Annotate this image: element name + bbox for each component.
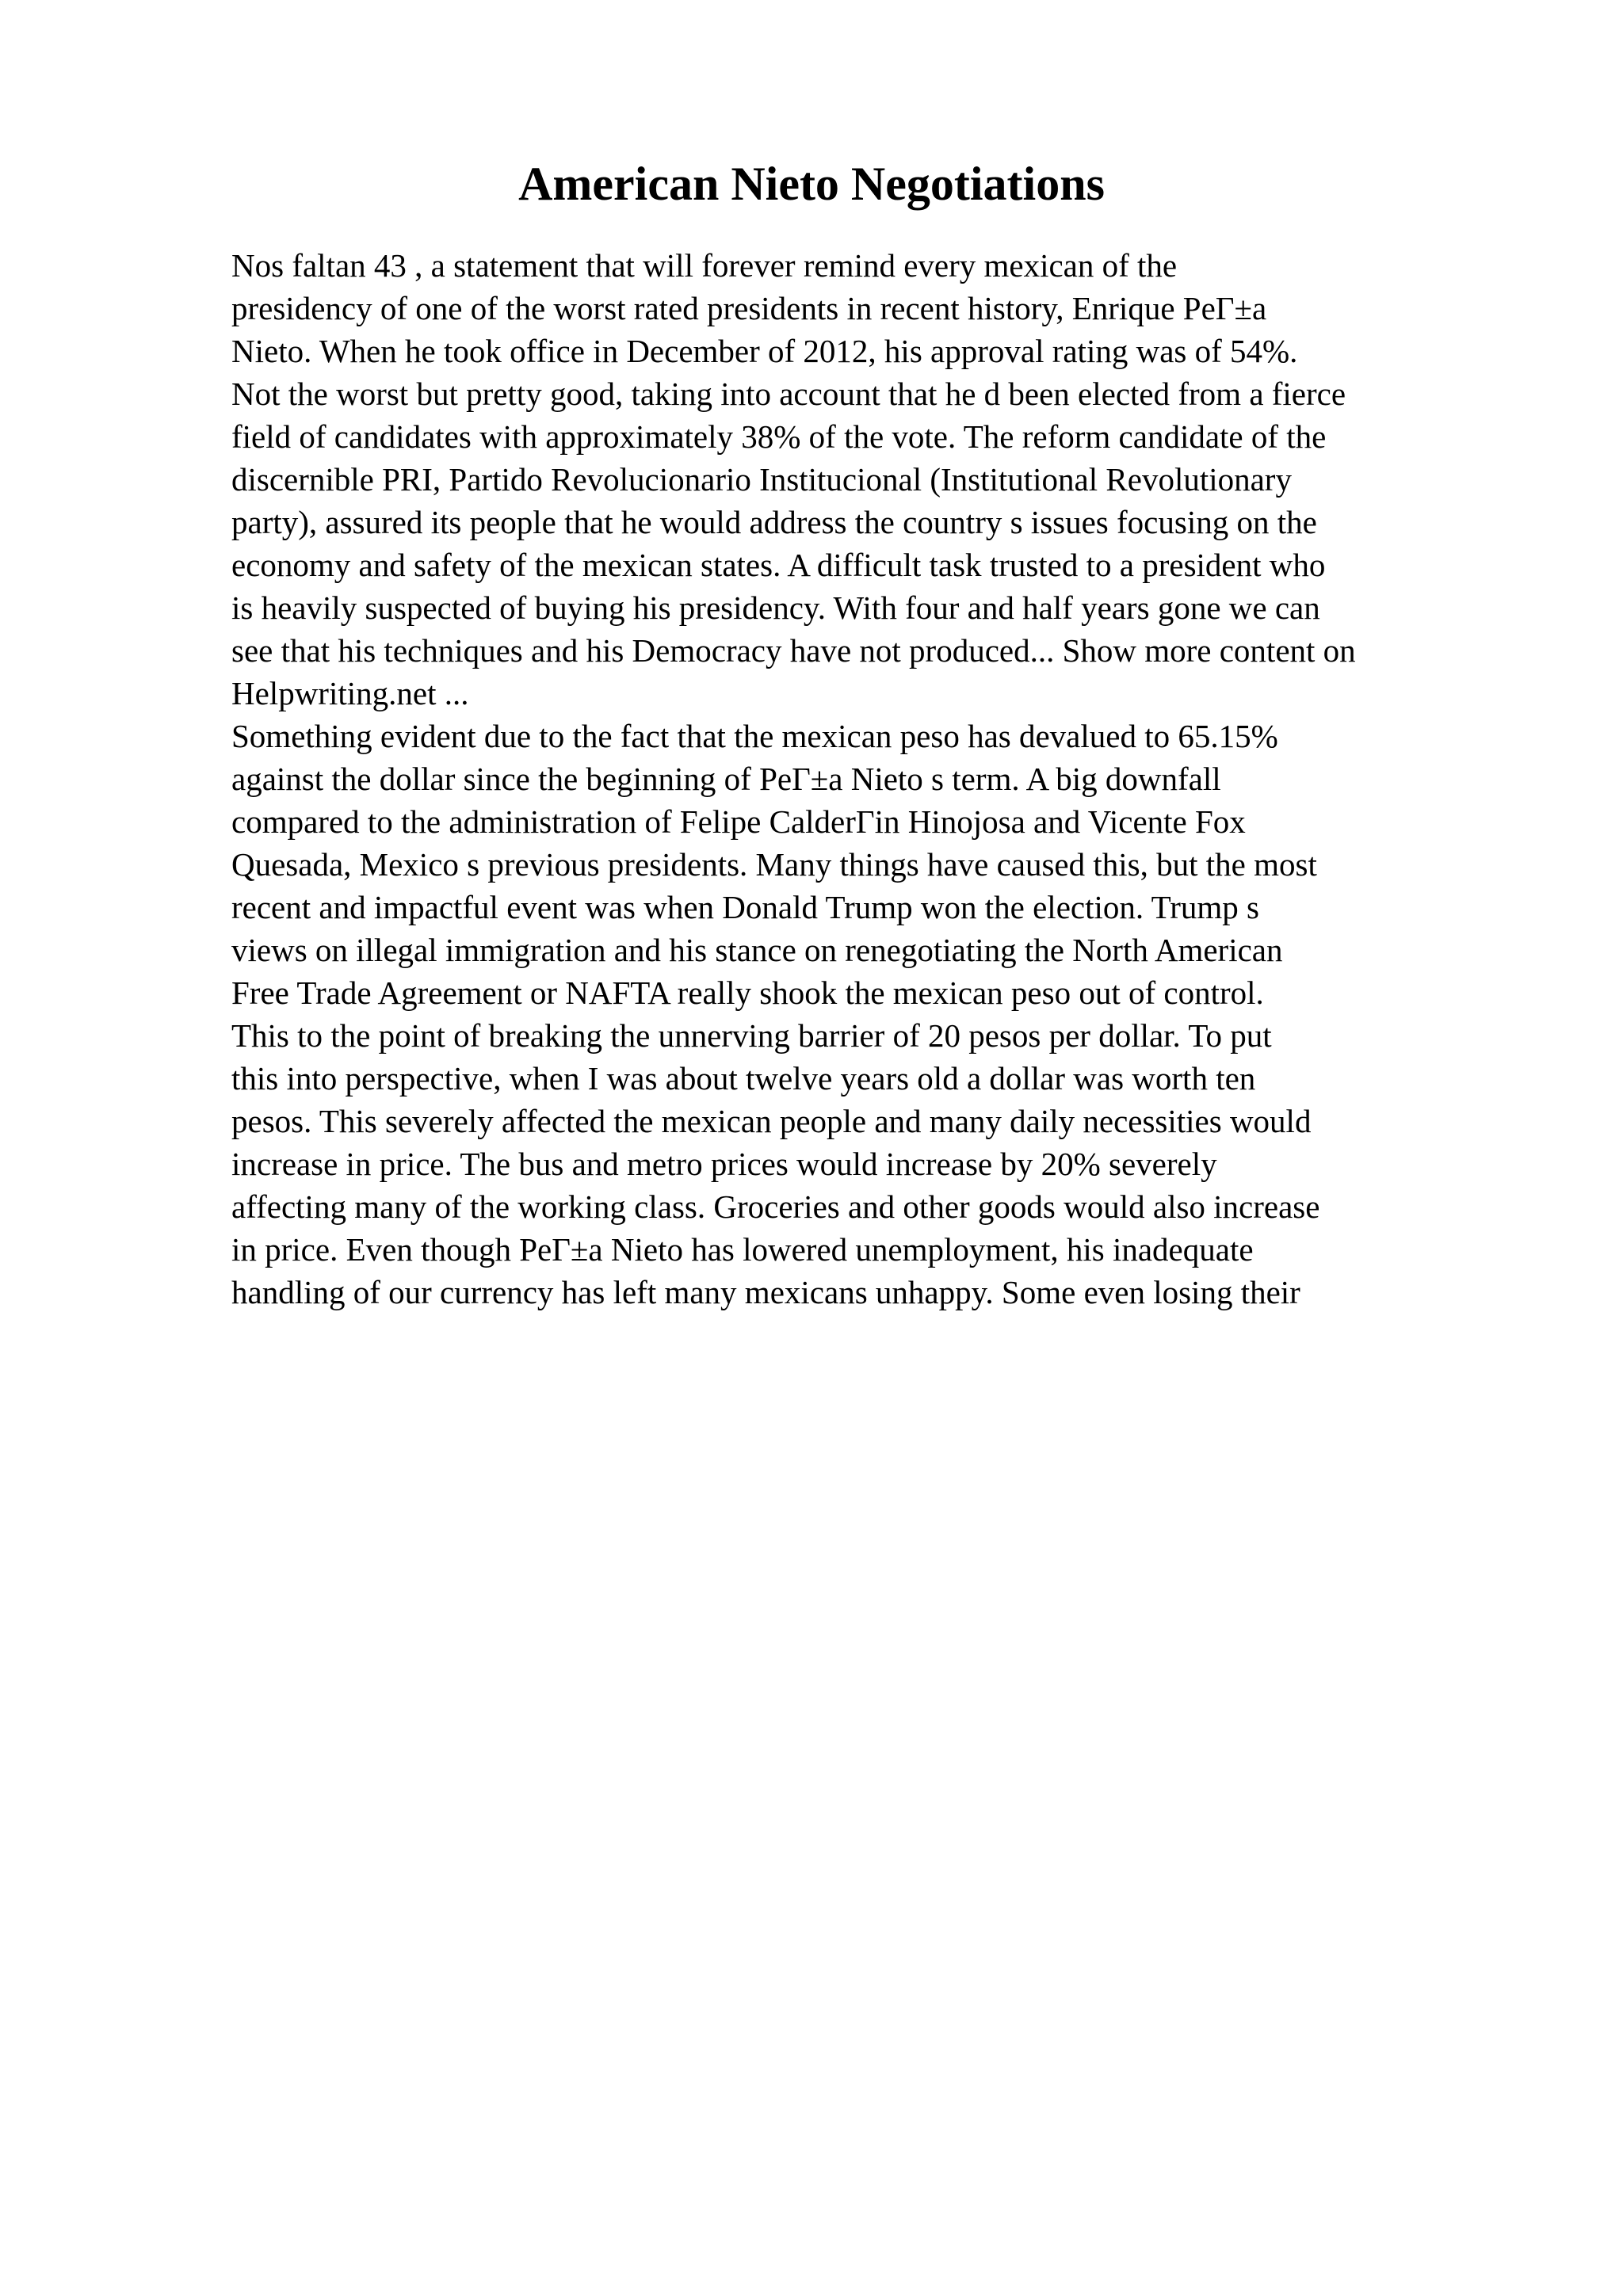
text-line: party), assured its people that he would address the country s issues focusing on the: [231, 504, 1317, 540]
text-line: Something evident due to the fact that the mexican peso has devalued to 65.15%: [231, 718, 1278, 754]
text-line: Quesada, Mexico s previous presidents. Many things have caused this, but the most: [231, 846, 1317, 883]
text-line: pesos. This severely affected the mexican people and many daily necessities would: [231, 1103, 1312, 1139]
text-line: affecting many of the working class. Groceries and other goods would also increase: [231, 1188, 1320, 1225]
document-body: [231, 244, 1531, 1314]
text-line: This to the point of breaking the unnerving barrier of 20 pesos per dollar. To put: [231, 1017, 1272, 1054]
text-line: is heavily suspected of buying his presidency. With four and half years gone we can: [231, 589, 1320, 626]
text-line: presidency of one of the worst rated presidents in recent history, Enrique PeΓ±a: [231, 290, 1267, 326]
text-line: increase in price. The bus and metro prices would increase by 20% severely: [231, 1146, 1217, 1182]
text-line: handling of our currency has left many mexicans unhappy. Some even losing their: [231, 1274, 1300, 1310]
document-title: American Nieto Negotiations: [518, 158, 1105, 210]
text-line: Nos faltan 43 , a statement that will forever remind every mexican of the: [231, 247, 1178, 284]
text-line: this into perspective, when I was about twelve years old a dollar was worth ten: [231, 1060, 1256, 1097]
text-line: economy and safety of the mexican states. A difficult task trusted to a president who: [231, 547, 1326, 583]
text-line: Free Trade Agreement or NAFTA really shook the mexican peso out of control.: [231, 974, 1264, 1011]
text-line: compared to the administration of Felipe CalderΓin Hinojosa and Vicente Fox: [231, 803, 1246, 840]
text-line: Not the worst but pretty good, taking into account that he d been elected from a fierce: [231, 376, 1346, 412]
text-line: in price. Even though PeΓ±a Nieto has lowered unemployment, his inadequate: [231, 1231, 1254, 1268]
text-line: recent and impactful event was when Donald Trump won the election. Trump s: [231, 889, 1259, 925]
text-line: views on illegal immigration and his stance on renegotiating the North American: [231, 932, 1283, 968]
text-line: Helpwriting.net ...: [231, 675, 469, 711]
text-line: discernible PRI, Partido Revolucionario Institucional (Institutional Revolutionary: [231, 461, 1292, 498]
text-line: field of candidates with approximately 38% of the vote. The reform candidate of the: [231, 418, 1327, 455]
text-line: Nieto. When he took office in December of 2012, his approval rating was of 54%.: [231, 333, 1298, 369]
text-line: against the dollar since the beginning of PeΓ±a Nieto s term. A big downfall: [231, 761, 1221, 797]
text-line: see that his techniques and his Democracy have not produced... Show more content on: [231, 632, 1356, 669]
